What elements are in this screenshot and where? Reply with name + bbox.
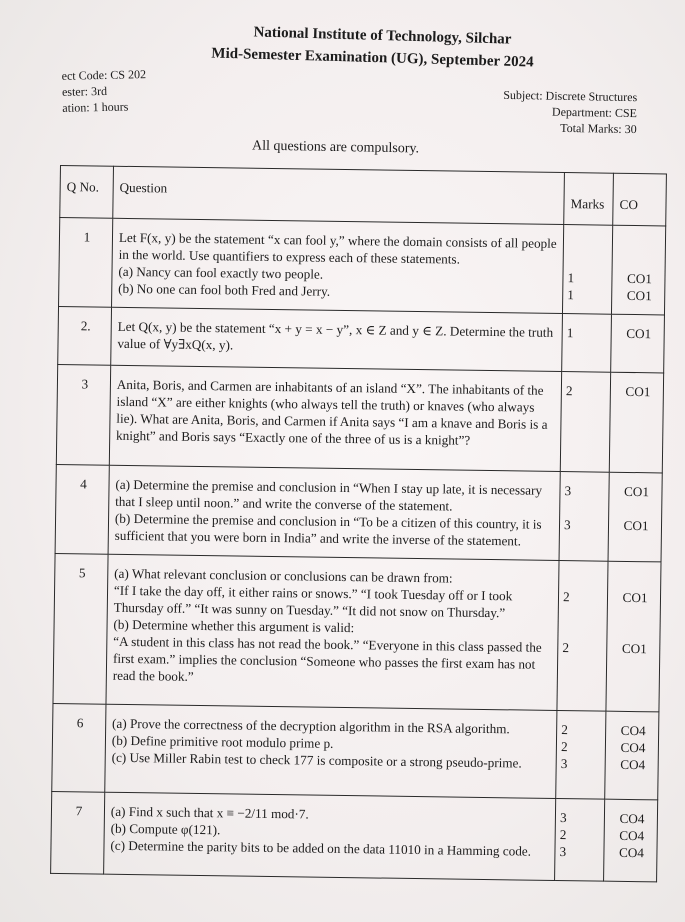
co-value: CO4 (620, 722, 646, 739)
marks-value: 2 (565, 383, 573, 399)
question-number: 1 (59, 218, 113, 308)
question-text (111, 307, 563, 371)
question-text (105, 704, 557, 798)
exam-meta-right (503, 87, 638, 137)
duration: ation: 1 hours (62, 99, 129, 115)
question-number: 5 (53, 553, 108, 704)
marks-cell (560, 372, 610, 473)
marks-value: 2 (561, 722, 568, 738)
co-value (617, 253, 663, 271)
subject: Subject: Discrete Structures (503, 87, 638, 105)
question-line: (a) Determine the premise and conclusion in “When I stay up late, it is necessary that I sleep until noon.” and write the converse of the statement. (115, 476, 543, 514)
marks-value (568, 252, 610, 270)
question-row (55, 464, 662, 561)
marks-value: 2 (563, 589, 570, 605)
question-text (103, 792, 555, 880)
exam-title: Mid-Semester Examination (UG), September 2024 (211, 45, 534, 71)
marks-value: 3 (559, 844, 567, 860)
co-value: CO4 (620, 739, 646, 756)
question-line: (a) Prove the correctness of the decryption algorithm in the RSA algorithm. (111, 715, 510, 737)
instruction: All questions are compulsory. (251, 138, 420, 157)
question-line: (a) What relevant conclusion or conclusions can be drawn from: (114, 565, 453, 586)
co-value (613, 500, 659, 518)
marks-value (563, 605, 605, 623)
subject-code: ect Code: CS 202 (61, 67, 147, 83)
marks-value: 1 (567, 270, 575, 286)
question-number: 4 (55, 464, 109, 554)
co-value: CO4 (619, 810, 645, 827)
marks-value: 2 (560, 739, 568, 755)
co-value: CO4 (620, 756, 646, 773)
marks-value: 1 (567, 287, 575, 303)
question-row (59, 218, 666, 315)
co-cell (609, 372, 663, 473)
question-line: (b) Determine whether this argument is valid: (113, 616, 355, 636)
question-number: 7 (51, 791, 105, 874)
question-line: (b) Compute φ(121). (110, 820, 221, 838)
co-value: CO1 (621, 640, 647, 657)
marks-value: 2 (562, 640, 570, 656)
marks-cell (563, 225, 613, 315)
question-number: 6 (52, 703, 106, 792)
co-value: CO1 (626, 270, 653, 287)
header-marks: Marks (564, 173, 614, 226)
marks-value: 2 (559, 827, 567, 843)
co-value: CO1 (626, 325, 652, 342)
question-table (50, 165, 667, 882)
co-cell (611, 314, 665, 373)
header-qno: Q No. (60, 166, 114, 219)
header-question: Question (113, 166, 565, 224)
co-cell (612, 225, 666, 315)
question-line: (a) Find x such that x ≡ −2/11 mod·7. (110, 803, 309, 822)
co-value: CO1 (622, 589, 648, 606)
question-row (56, 364, 663, 472)
question-line: (a) Nancy can fool exactly two people. (118, 263, 324, 282)
marks-value: 3 (559, 810, 567, 826)
marks-value (564, 499, 606, 517)
co-value (612, 606, 658, 624)
marks-cell (559, 472, 609, 562)
co-value (617, 236, 663, 254)
co-value: CO4 (619, 827, 645, 844)
question-number: 2. (58, 306, 112, 365)
institute-name: National Institute of Technology, Silchar (253, 24, 512, 48)
co-cell (608, 472, 662, 562)
marks-cell (555, 798, 605, 881)
question-row (52, 703, 659, 799)
question-row (51, 791, 658, 881)
question-line: (b) Determine the premise and conclusion in “To be a citizen of this country, it is sufficient that you were born in India” and write the inverse of the statement. (114, 510, 542, 549)
marks-cell (562, 314, 612, 373)
question-number: 3 (56, 364, 110, 465)
question-line: Anita, Boris, and Carmen are inhabitants of an island “X”. The inhabitants of the island “X” are either knights (who always tell the truth) or knaves (who always lie). What are Anita, Boris, and Carmen if Anita says “I am a knave and Boris is a knight” and Boris says “Exactly one of the three of us is a knight”? (116, 376, 548, 448)
exam-meta-left (62, 66, 147, 116)
question-text (106, 554, 559, 710)
marks-cell (557, 561, 608, 712)
marks-value (568, 235, 610, 253)
marks-value: 3 (560, 756, 568, 772)
co-value: CO4 (618, 844, 645, 861)
semester: ester: 3rd (61, 83, 108, 99)
co-value: CO1 (623, 517, 649, 534)
question-line: (c) Use Miller Rabin test to check 177 is composite or a strong pseudo-prime. (111, 749, 522, 771)
total-marks: Total Marks: 30 (560, 120, 637, 137)
marks-value (563, 622, 605, 640)
co-value (612, 623, 658, 641)
question-line: Let Q(x, y) be the statement “x + y = x − y”, x ∈ Z and y ∈ Z. Determine the truth value of ∀y∃xQ(x, y). (117, 318, 554, 353)
table-header-row (60, 166, 667, 226)
marks-cell (556, 710, 606, 799)
question-line: “If I take the day off, it either rains or snows.” “I took Tuesday off or I took Thursday off.” “It was sunny on Tuesday.” “It did not snow on Thursday.” (113, 582, 513, 621)
co-value (612, 572, 658, 590)
question-line: (c) Determine the parity bits to be added on the data 11010 in a Hamming code. (110, 837, 532, 859)
co-value: CO1 (626, 287, 652, 304)
question-row (58, 306, 665, 372)
question-text (111, 218, 563, 313)
co-cell (604, 799, 658, 882)
co-value: CO1 (625, 383, 651, 400)
department: Department: CSE (551, 104, 638, 121)
marks-value: 3 (564, 517, 571, 533)
question-line: “A student in this class has not read the book.” “Everyone in this class passed the first exam.” implies the conclusion “Someone who passes the first exam has not read the book.” (112, 633, 542, 684)
header-co: CO (613, 173, 667, 226)
co-value: CO1 (623, 483, 650, 500)
question-text (108, 465, 560, 560)
co-cell (606, 561, 661, 712)
question-text (109, 365, 562, 471)
question-line: (b) Define primitive root modulo prime p. (111, 732, 334, 751)
co-cell (605, 711, 659, 800)
marks-value (563, 571, 605, 589)
question-line: (b) No one can fool both Fred and Jerry. (118, 280, 331, 299)
question-row (53, 553, 661, 711)
marks-value: 1 (566, 325, 574, 341)
marks-value: 3 (564, 483, 572, 499)
question-line: Let F(x, y) be the statement “x can fool y,” where the domain consists of all people in the world. Use quantifiers to express each of these statements. (118, 229, 557, 267)
